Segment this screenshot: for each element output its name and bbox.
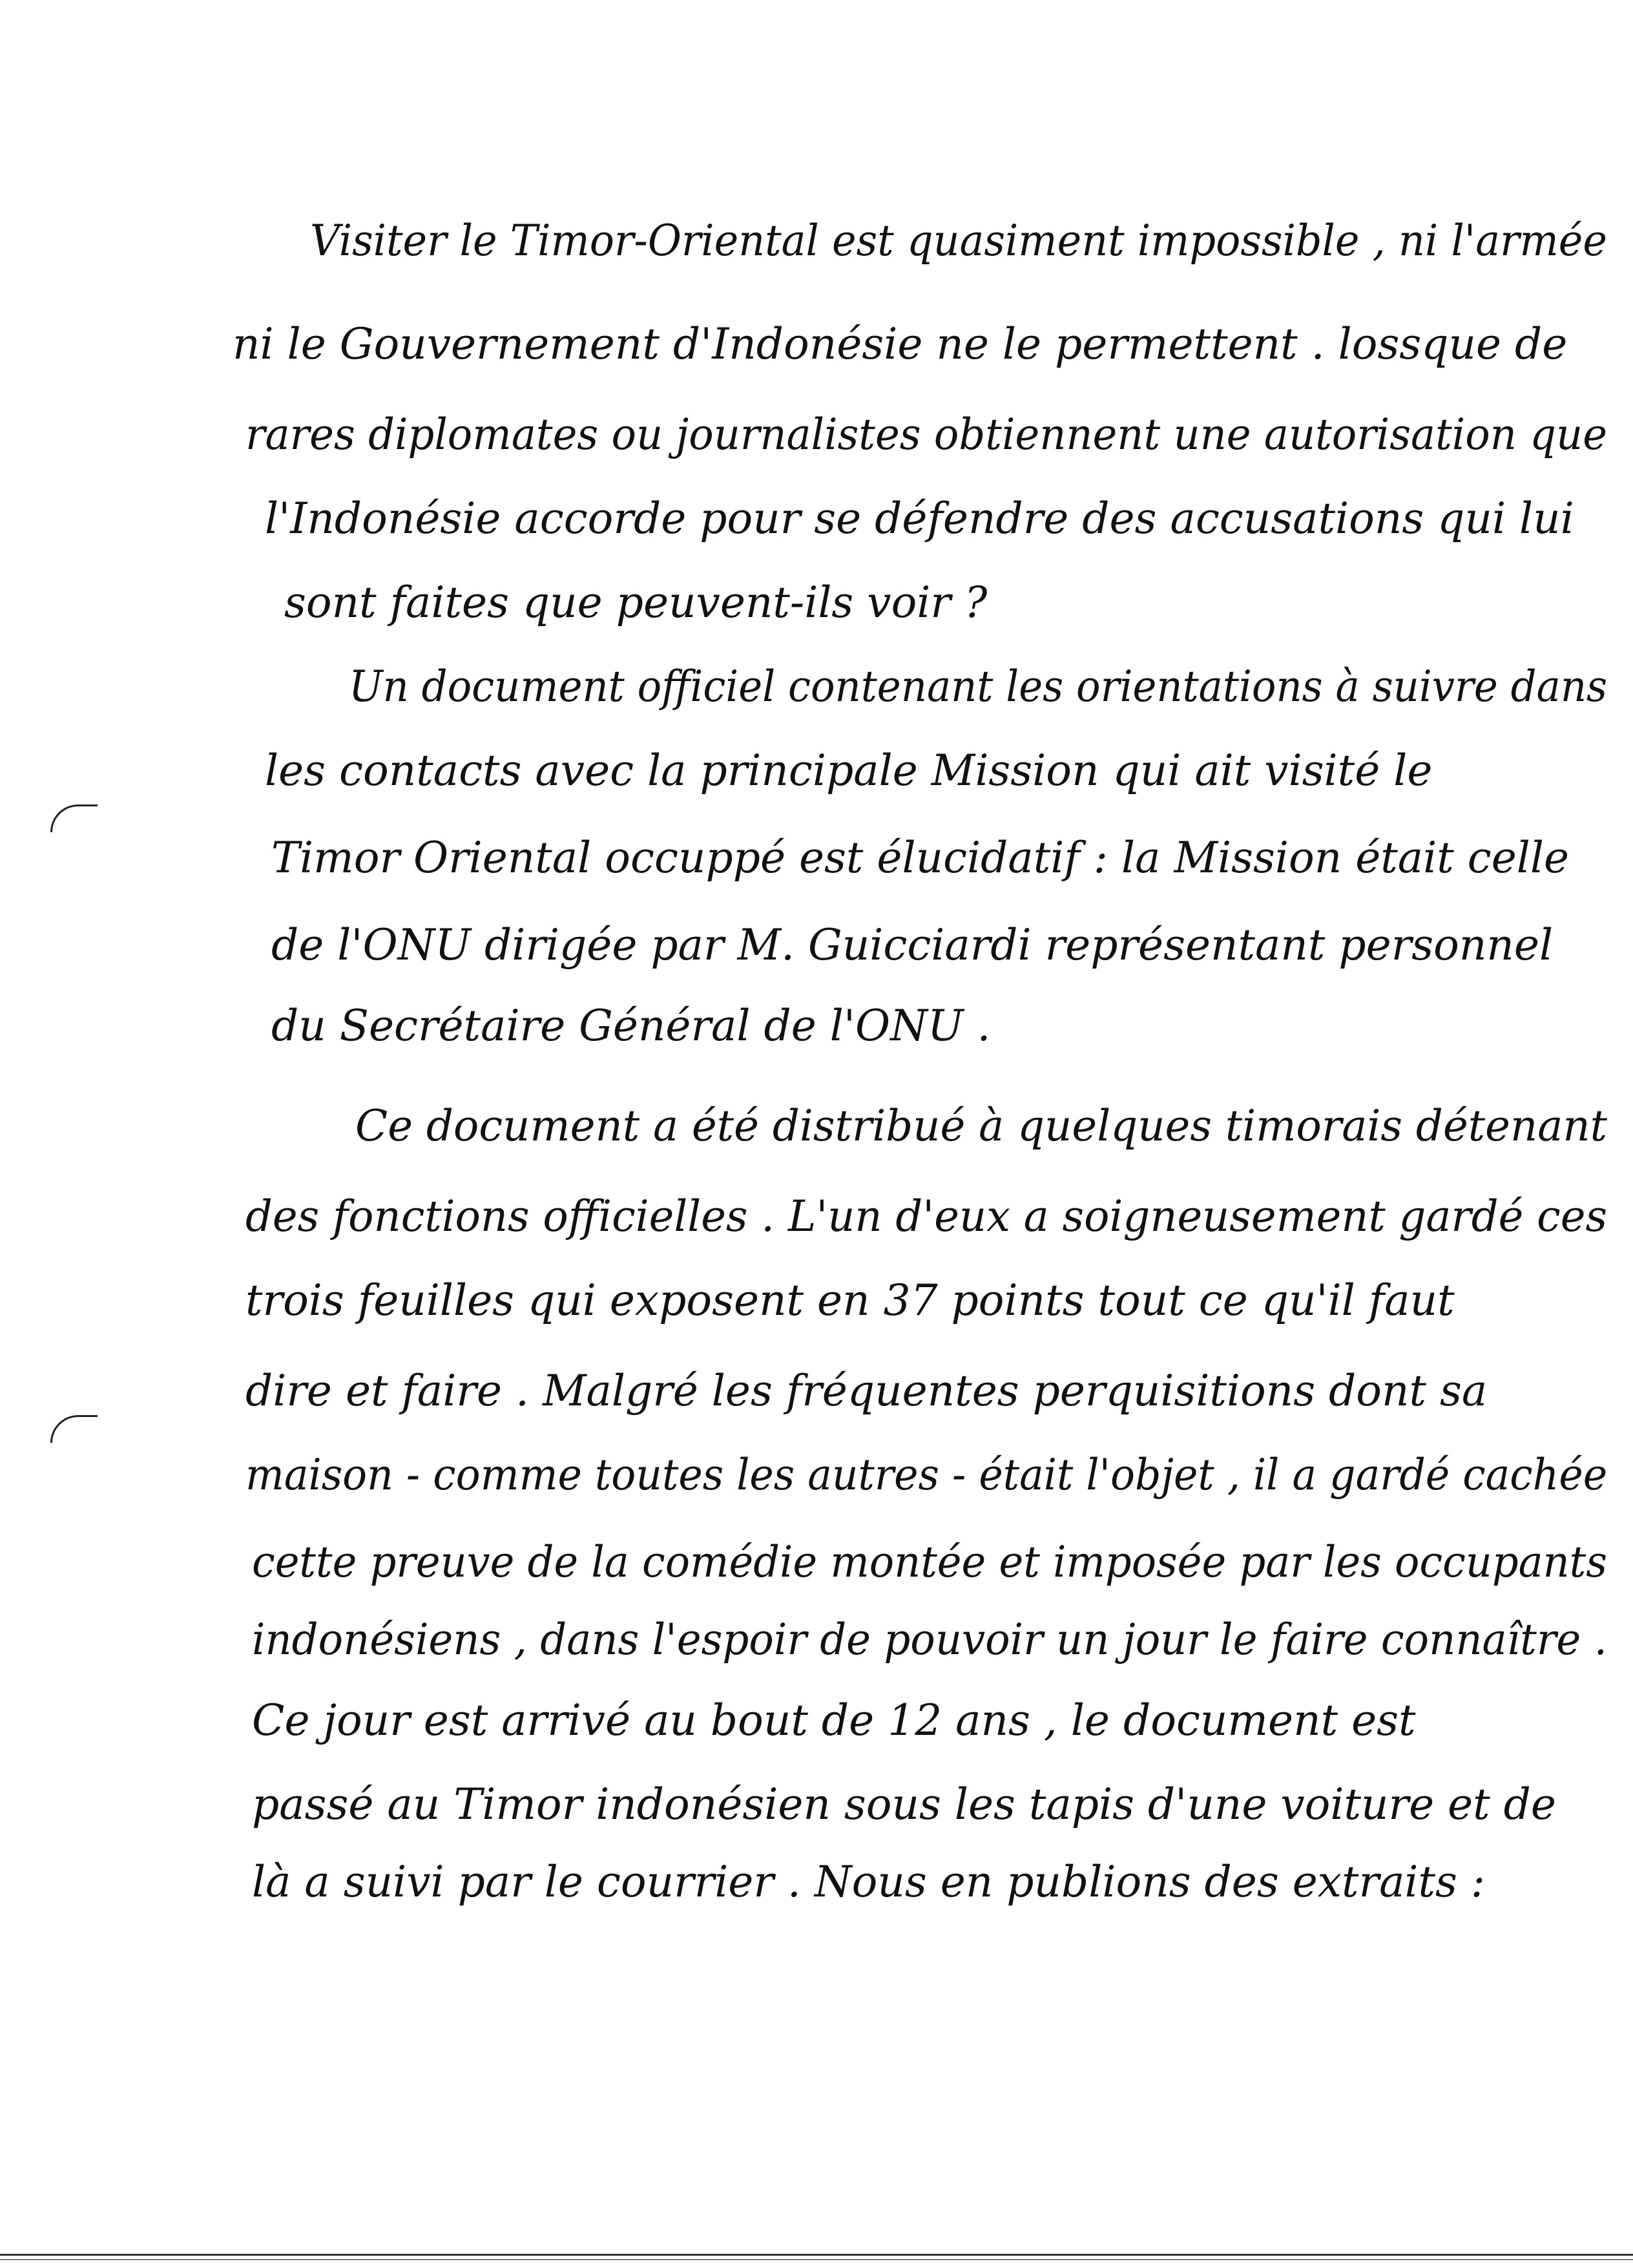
text-line: Visiter le Timor-Oriental est quasiment impossible , ni l'armée: [310, 216, 1607, 266]
text-line: passé au Timor indonésien sous les tapis d'une voiture et de: [252, 1780, 1556, 1829]
scan-bottom-edge: [0, 2254, 1633, 2268]
text-line: dire et faire . Malgré les fréquentes perquisitions dont sa: [245, 1366, 1488, 1416]
text-line: Timor Oriental occuppé est élucidatif : la Mission était celle: [271, 833, 1570, 883]
text-line: là a suivi par le courrier . Nous en publions des extraits :: [252, 1857, 1486, 1907]
text-line: du Secrétaire Général de l'ONU .: [271, 1001, 991, 1051]
text-line: indonésiens , dans l'espoir de pouvoir un jour le faire connaître .: [252, 1615, 1607, 1664]
text-line: des fonctions officielles . L'un d'eux a soigneusement gardé ces: [245, 1192, 1608, 1241]
text-line: Ce document a été distribué à quelques timorais détenant: [355, 1101, 1607, 1151]
scan-edge-line: [0, 2254, 1633, 2256]
punch-hole-mark-lower: [50, 1415, 98, 1443]
text-line: Ce jour est arrivé au bout de 12 ans , le document est: [252, 1696, 1416, 1745]
text-line: de l'ONU dirigée par M. Guicciardi représentant personnel: [271, 920, 1554, 970]
text-line: les contacts avec la principale Mission qui ait visité le: [265, 746, 1433, 795]
text-line: sont faites que peuvent-ils voir ?: [284, 578, 988, 627]
text-line: cette preuve de la comédie montée et imposée par les occupants: [252, 1537, 1607, 1587]
text-line: trois feuilles qui exposent en 37 points tout ce qu'il faut: [245, 1276, 1455, 1325]
text-line: ni le Gouvernement d'Indonésie ne le permettent . lossque de: [233, 319, 1568, 369]
text-line: rares diplomates ou journalistes obtiennent une autorisation que: [245, 410, 1608, 459]
punch-hole-mark-upper: [50, 804, 98, 832]
scan-edge-line: [0, 2259, 1633, 2260]
text-line: maison - comme toutes les autres - était l'objet , il a gardé cachée: [245, 1450, 1608, 1500]
text-line: Un document officiel contenant les orientations à suivre dans: [349, 662, 1608, 711]
text-line: l'Indonésie accorde pour se défendre des accusations qui lui: [265, 494, 1574, 543]
